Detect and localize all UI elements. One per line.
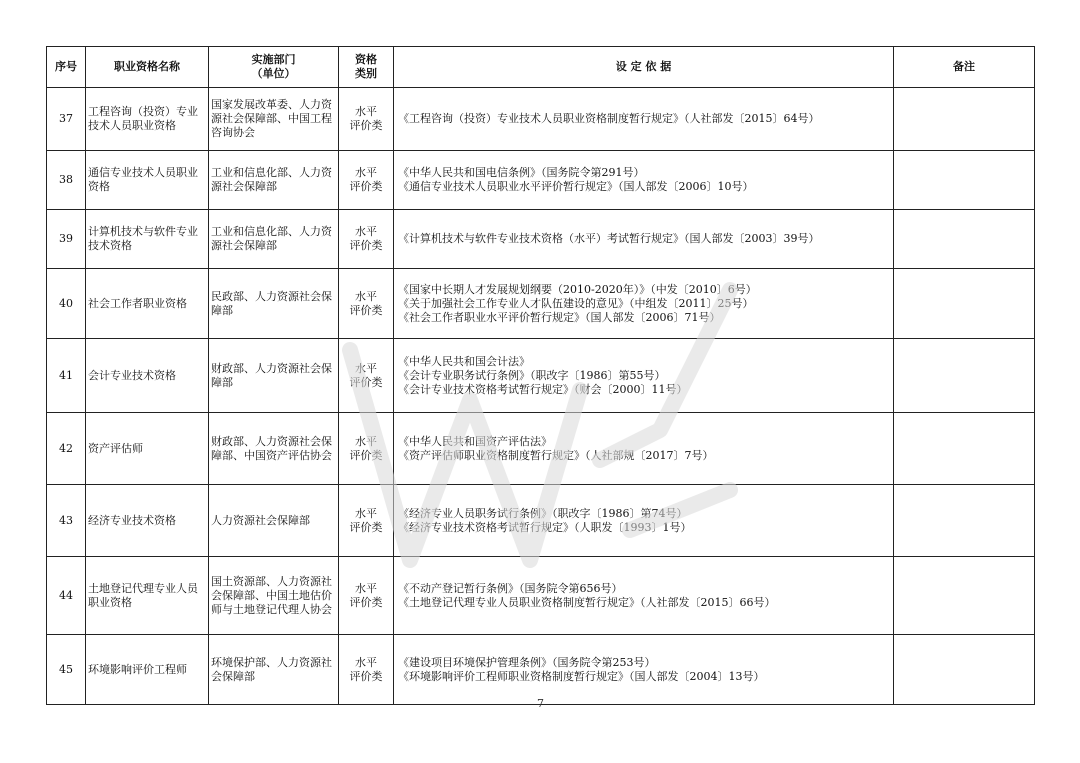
row-basis <box>394 413 894 485</box>
row-category-line2: 评价类 <box>349 520 383 534</box>
basis-line: 《关于加强社会工作专业人才队伍建设的意见》（中组发〔2011〕25号） <box>398 296 754 310</box>
basis-line: 《环境影响评价工程师职业资格制度暂行规定》（国人部发〔2004〕13号） <box>398 669 765 683</box>
table-row <box>47 210 1035 269</box>
header-category <box>339 47 394 88</box>
row-category-line2: 评价类 <box>349 180 383 193</box>
row-name: 通信专业技术人员职业资格 <box>86 151 209 210</box>
row-category-line2: 评价类 <box>349 303 383 317</box>
row-basis <box>394 339 894 413</box>
basis-line: 《通信专业技术人员职业水平评价暂行规定》（国人部发〔2006〕10号） <box>398 180 754 193</box>
table-row <box>47 339 1035 413</box>
row-note <box>894 88 1035 151</box>
basis-line: 《国家中长期人才发展规划纲要（2010-2020年）》（中发〔2010〕6号） <box>398 282 757 296</box>
row-note <box>894 485 1035 557</box>
table-row <box>47 635 1035 705</box>
row-dept: 国土资源部、人力资源社会保障部、中国土地估价师与土地登记代理人协会 <box>209 557 339 635</box>
row-dept: 工业和信息化部、人力资源社会保障部 <box>209 151 339 210</box>
header-category-line1: 资格 <box>355 53 377 66</box>
row-name: 经济专业技术资格 <box>86 485 209 557</box>
row-basis <box>394 557 894 635</box>
basis-line: 《计算机技术与软件专业技术资格（水平）考试暂行规定》（国人部发〔2003〕39号） <box>398 232 820 245</box>
header-category-line2: 类别 <box>355 67 377 80</box>
table-row <box>47 88 1035 151</box>
row-category <box>339 269 394 339</box>
page-number: 7 <box>537 697 544 710</box>
row-category-line1: 水平 <box>355 434 377 448</box>
row-basis <box>394 151 894 210</box>
row-basis <box>394 635 894 705</box>
basis-line: 《中华人民共和国资产评估法》 <box>398 434 552 448</box>
row-note <box>894 269 1035 339</box>
row-basis <box>394 269 894 339</box>
header-dept-line2: （单位） <box>251 67 296 80</box>
row-dept: 国家发展改革委、人力资源社会保障部、中国工程咨询协会 <box>209 88 339 151</box>
row-category <box>339 485 394 557</box>
header-dept-line1: 实施部门 <box>251 53 296 66</box>
row-category <box>339 151 394 210</box>
basis-line: 《工程咨询（投资）专业技术人员职业资格制度暂行规定》（人社部发〔2015〕64号） <box>398 112 820 125</box>
basis-line: 《会计专业职务试行条例》（职改字〔1986〕第55号） <box>398 368 666 382</box>
row-name: 计算机技术与软件专业技术资格 <box>86 210 209 269</box>
row-dept: 财政部、人力资源社会保障部 <box>209 339 339 413</box>
row-dept: 人力资源社会保障部 <box>209 485 339 557</box>
row-name: 土地登记代理专业人员职业资格 <box>86 557 209 635</box>
row-category <box>339 88 394 151</box>
row-category-line1: 水平 <box>355 166 377 179</box>
row-no: 42 <box>47 413 86 485</box>
row-dept: 工业和信息化部、人力资源社会保障部 <box>209 210 339 269</box>
row-name: 资产评估师 <box>86 413 209 485</box>
basis-line: 《会计专业技术资格考试暂行规定》（财会〔2000〕11号） <box>398 382 688 396</box>
row-category <box>339 339 394 413</box>
row-note <box>894 151 1035 210</box>
row-note <box>894 635 1035 705</box>
row-category-line1: 水平 <box>355 225 377 238</box>
row-category <box>339 413 394 485</box>
row-basis <box>394 485 894 557</box>
row-category-line2: 评价类 <box>349 239 383 252</box>
row-category-line1: 水平 <box>355 105 377 118</box>
basis-line: 《中华人民共和国会计法》 <box>398 354 530 368</box>
row-dept: 环境保护部、人力资源社会保障部 <box>209 635 339 705</box>
qualification-table <box>46 46 1035 705</box>
row-category-line1: 水平 <box>355 506 377 520</box>
table-row <box>47 485 1035 557</box>
row-no: 44 <box>47 557 86 635</box>
row-category-line1: 水平 <box>355 581 377 595</box>
row-name: 社会工作者职业资格 <box>86 269 209 339</box>
header-no: 序号 <box>47 47 86 88</box>
row-basis <box>394 88 894 151</box>
row-category-line2: 评价类 <box>349 669 383 683</box>
basis-line: 《社会工作者职业水平评价暂行规定》（国人部发〔2006〕71号） <box>398 310 721 324</box>
row-dept: 民政部、人力资源社会保障部 <box>209 269 339 339</box>
row-no: 37 <box>47 88 86 151</box>
basis-line: 《土地登记代理专业人员职业资格制度暂行规定》（人社部发〔2015〕66号） <box>398 595 776 609</box>
table-row <box>47 413 1035 485</box>
header-basis: 设 定 依 据 <box>394 47 894 88</box>
row-no: 43 <box>47 485 86 557</box>
basis-line: 《经济专业技术资格考试暂行规定》（人职发〔1993〕1号） <box>398 520 692 534</box>
basis-line: 《建设项目环境保护管理条例》（国务院令第253号） <box>398 655 656 669</box>
row-category <box>339 210 394 269</box>
table-row <box>47 269 1035 339</box>
row-note <box>894 210 1035 269</box>
row-no: 38 <box>47 151 86 210</box>
table-row <box>47 151 1035 210</box>
row-note <box>894 557 1035 635</box>
header-dept <box>209 47 339 88</box>
basis-line: 《经济专业人员职务试行条例》（职改字〔1986〕第74号） <box>398 506 688 520</box>
row-category-line2: 评价类 <box>349 448 383 462</box>
row-category <box>339 557 394 635</box>
basis-line: 《资产评估师职业资格制度暂行规定》（人社部规〔2017〕7号） <box>398 448 714 462</box>
row-category-line1: 水平 <box>355 655 377 669</box>
row-category-line2: 评价类 <box>349 375 383 389</box>
row-name: 工程咨询（投资）专业技术人员职业资格 <box>86 88 209 151</box>
row-category-line1: 水平 <box>355 361 377 375</box>
row-note <box>894 413 1035 485</box>
table-row <box>47 557 1035 635</box>
basis-line: 《不动产登记暂行条例》（国务院令第656号） <box>398 581 623 595</box>
basis-line: 《中华人民共和国电信条例》（国务院令第291号） <box>398 166 645 179</box>
row-basis <box>394 210 894 269</box>
row-no: 45 <box>47 635 86 705</box>
row-note <box>894 339 1035 413</box>
row-name: 环境影响评价工程师 <box>86 635 209 705</box>
header-note: 备注 <box>894 47 1035 88</box>
table-header-row <box>47 47 1035 88</box>
row-name: 会计专业技术资格 <box>86 339 209 413</box>
row-no: 40 <box>47 269 86 339</box>
row-category-line2: 评价类 <box>349 119 383 132</box>
header-name: 职业资格名称 <box>86 47 209 88</box>
row-category <box>339 635 394 705</box>
row-no: 39 <box>47 210 86 269</box>
row-no: 41 <box>47 339 86 413</box>
row-category-line2: 评价类 <box>349 595 383 609</box>
row-dept: 财政部、人力资源社会保障部、中国资产评估协会 <box>209 413 339 485</box>
row-category-line1: 水平 <box>355 289 377 303</box>
